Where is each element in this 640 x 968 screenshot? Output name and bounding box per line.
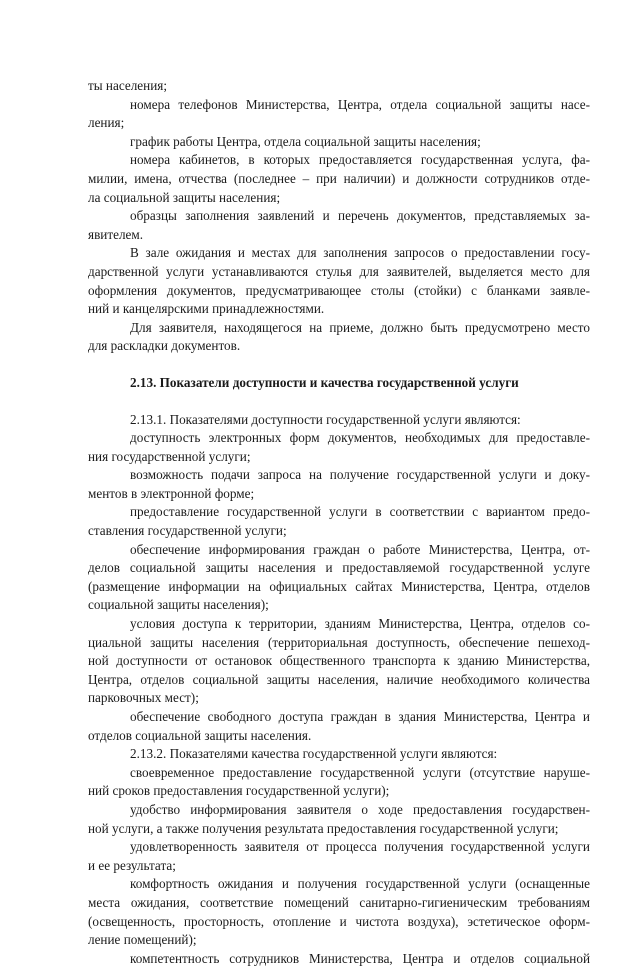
text-line: график работы Центра, отдела социальной защиты населения;	[88, 133, 590, 152]
paragraph	[88, 244, 590, 318]
text-line: обеспечение свободного доступа граждан в здания Министерства, Центра и	[88, 708, 590, 727]
text-line: удобство информирования заявителя о ходе предоставления государствен-	[88, 801, 590, 820]
text-line: обеспечение информирования граждан о работе Министерства, Центра, от-	[88, 541, 590, 560]
text-line: доступность электронных форм документов, необходимых для предоставле-	[88, 429, 590, 448]
paragraph	[88, 745, 590, 764]
text-line: номера кабинетов, в которых предоставляется государственная услуга, фа-	[88, 151, 590, 170]
paragraphs-before-heading	[88, 77, 590, 356]
paragraph	[88, 96, 590, 133]
text-line: 2.13.1. Показателями доступности государственной услуги являются:	[88, 411, 590, 430]
paragraph	[88, 541, 590, 615]
paragraphs-after-heading	[88, 411, 590, 968]
paragraph	[88, 764, 590, 801]
paragraph	[88, 950, 590, 968]
text-line: ление помещений);	[88, 931, 590, 950]
paragraph	[88, 708, 590, 745]
text-line: парковочных мест);	[88, 689, 590, 708]
text-line: отделов социальной защиты населения.	[88, 727, 590, 746]
text-line: своевременное предоставление государственной услуги (отсутствие наруше-	[88, 764, 590, 783]
paragraph	[88, 838, 590, 875]
text-line: ной доступности от остановок общественного транспорта к зданию Министерства,	[88, 652, 590, 671]
text-line: явителем.	[88, 226, 590, 245]
text-line: и ее результата;	[88, 857, 590, 876]
text-line: милии, имена, отчества (последнее – при наличии) и должности сотрудников отде-	[88, 170, 590, 189]
text-line: ления;	[88, 114, 590, 133]
paragraph	[88, 77, 590, 96]
paragraph	[88, 151, 590, 207]
text-line: оформления документов, предусматривающее столы (стойки) с бланками заявле-	[88, 282, 590, 301]
text-line: социальной защиты населения);	[88, 596, 590, 615]
paragraph	[88, 133, 590, 152]
text-line: (освещенность, просторность, отопление и чистота воздуха), эстетическое оформ-	[88, 913, 590, 932]
paragraph	[88, 801, 590, 838]
text-line: дарственной услуги устанавливаются стулья для заявителей, выделяется место для	[88, 263, 590, 282]
paragraph	[88, 411, 590, 430]
text-line: для раскладки документов.	[88, 337, 590, 356]
text-line: ний и канцелярскими принадлежностями.	[88, 300, 590, 319]
text-line: Для заявителя, находящегося на приеме, должно быть предусмотрено место	[88, 319, 590, 338]
paragraph	[88, 319, 590, 356]
text-line: 2.13.2. Показателями качества государственной услуги являются:	[88, 745, 590, 764]
text-line: удовлетворенность заявителя от процесса получения государственной услуги	[88, 838, 590, 857]
paragraph	[88, 503, 590, 540]
text-line: (размещение информации на официальных сайтах Министерства, Центра, отделов	[88, 578, 590, 597]
text-line: ной услуги, а также получения результата предоставления государственной услуги;	[88, 820, 590, 839]
text-line: делов социальной защиты населения и предоставляемой государственной услуге	[88, 559, 590, 578]
text-line: ты населения;	[88, 77, 590, 96]
text-line: ния государственной услуги;	[88, 448, 590, 467]
text-line: В зале ожидания и местах для заполнения запросов о предоставлении госу-	[88, 244, 590, 263]
text-line: Центра, отделов социальной защиты населения, наличие необходимого количества	[88, 671, 590, 690]
paragraph	[88, 615, 590, 708]
text-line: места ожидания, соответствие помещений санитарно-гигиеническим требованиям	[88, 894, 590, 913]
text-line: условия доступа к территории, зданиям Министерства, Центра, отделов со-	[88, 615, 590, 634]
text-line: образцы заполнения заявлений и перечень документов, представляемых за-	[88, 207, 590, 226]
text-line: возможность подачи запроса на получение государственной услуги и доку-	[88, 466, 590, 485]
text-line: комфортность ожидания и получения государственной услуги (оснащенные	[88, 875, 590, 894]
text-line: номера телефонов Министерства, Центра, отдела социальной защиты насе-	[88, 96, 590, 115]
paragraph	[88, 875, 590, 949]
text-line: ставления государственной услуги;	[88, 522, 590, 541]
paragraph	[88, 466, 590, 503]
section-heading: 2.13. Показатели доступности и качества государственной услуги	[88, 374, 590, 393]
text-line: циальной защиты населения (территориальная доступность, обеспечение пешеход-	[88, 634, 590, 653]
paragraph	[88, 207, 590, 244]
text-line: предоставление государственной услуги в соответствии с вариантом предо-	[88, 503, 590, 522]
paragraph	[88, 429, 590, 466]
text-line: компетентность сотрудников Министерства, Центра и отделов социальной	[88, 950, 590, 968]
text-line: ментов в электронной форме;	[88, 485, 590, 504]
document-body	[88, 77, 590, 968]
text-line: ла социальной защиты населения;	[88, 189, 590, 208]
spacer	[88, 356, 590, 374]
spacer	[88, 393, 590, 411]
text-line: ний сроков предоставления государственной услуги);	[88, 782, 590, 801]
